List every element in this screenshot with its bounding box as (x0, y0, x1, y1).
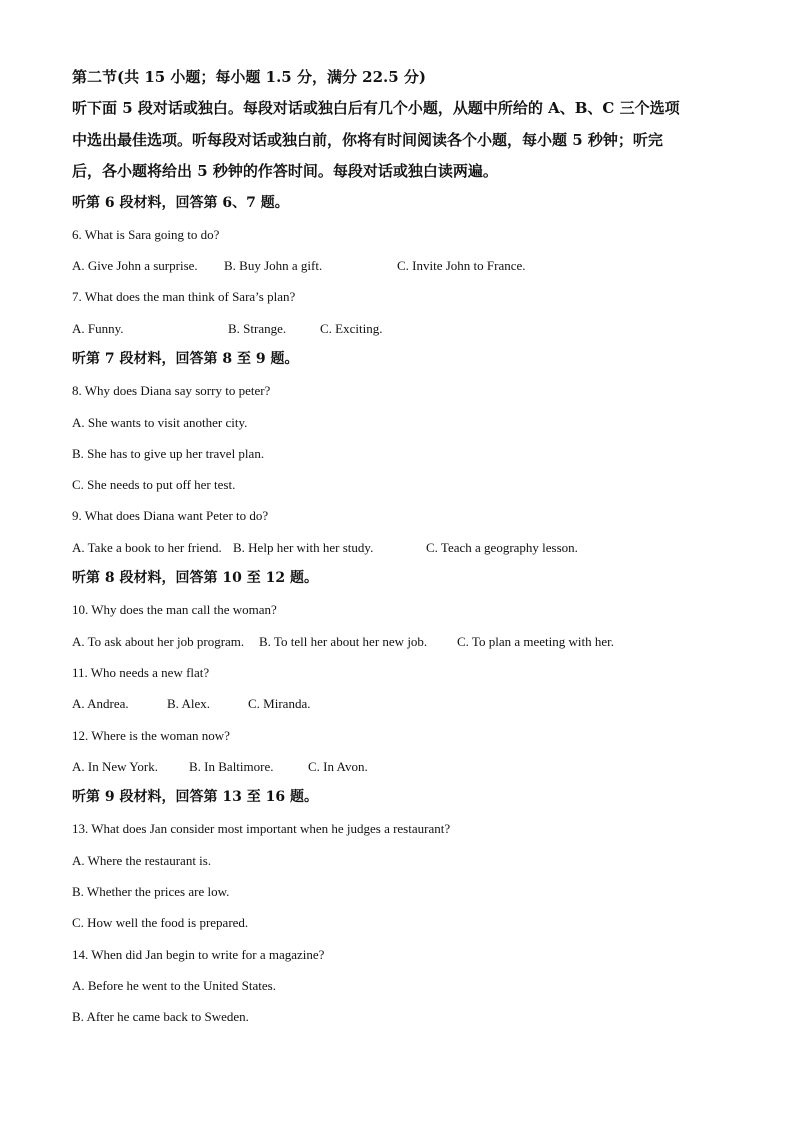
q6-option-b: B. Buy John a gift. (224, 258, 323, 274)
q10-option-b: B. To tell her about her new job. (259, 633, 428, 649)
instruction-line-2: 中选出最佳选项。听每段对话或独白前，你将有时间阅读各个小题，每小题 5 秒钟；听完 (72, 130, 663, 149)
q10-option-a: A. To ask about her job program. (72, 633, 245, 649)
material-8-heading: 听第 8 段材料，回答第 10 至 12 题。 (72, 570, 318, 587)
q6-option-a: A. Give John a surprise. (72, 258, 198, 274)
material-9-heading: 听第 9 段材料，回答第 13 至 16 题。 (72, 789, 318, 806)
q10-option-c: C. To plan a meeting with her. (457, 633, 614, 649)
question-11-options (72, 688, 732, 719)
q9-option-b: B. Help her with her study. (233, 539, 374, 555)
q9-option-c: C. Teach a geography lesson. (426, 539, 578, 555)
q7-option-a: A. Funny. (72, 320, 124, 336)
question-12-options (72, 751, 732, 782)
q13-option-a: A. Where the restaurant is. (72, 852, 212, 868)
question-12: 12. Where is the woman now? (72, 727, 230, 743)
question-13: 13. What does Jan consider most important when he judges a restaurant? (72, 821, 451, 837)
question-11: 11. Who needs a new flat? (72, 664, 210, 680)
question-10-options (72, 626, 732, 657)
question-6-options (72, 250, 732, 281)
question-8: 8. Why does Diana say sorry to peter? (72, 383, 271, 399)
q14-option-b: B. After he came back to Sweden. (72, 1009, 249, 1025)
q6-option-c: C. Invite John to France. (397, 258, 526, 274)
section-heading: 第二节(共 15 小题；每小题 1.5 分，满分 22.5 分) (72, 68, 427, 86)
material-6-heading: 听第 6 段材料，回答第 6、7 题。 (72, 194, 289, 211)
exam-page (72, 62, 732, 1033)
q12-option-a: A. In New York. (72, 758, 158, 774)
q13-option-b: B. Whether the prices are low. (72, 884, 230, 900)
q11-option-c: C. Miranda. (248, 696, 311, 712)
question-9-options (72, 532, 732, 563)
instructions (72, 93, 732, 188)
instruction-line-3: 后，各小题将给出 5 秒钟的作答时间。每段对话或独白读两遍。 (72, 162, 498, 180)
question-7-options (72, 313, 732, 344)
instruction-line-1: 听下面 5 段对话或独白。每段对话或独白后有几个小题，从题中所给的 A、B、C 三个选项 (72, 99, 680, 117)
q12-option-b: B. In Baltimore. (189, 758, 274, 774)
q13-option-c: C. How well the food is prepared. (72, 915, 249, 931)
q11-option-a: A. Andrea. (72, 696, 129, 712)
q7-option-c: C. Exciting. (320, 320, 383, 336)
question-7: 7. What does the man think of Sara’s plan? (72, 289, 296, 305)
q8-option-b: B. She has to give up her travel plan. (72, 445, 265, 461)
question-9: 9. What does Diana want Peter to do? (72, 508, 269, 524)
question-6: 6. What is Sara going to do? (72, 226, 220, 242)
q11-option-b: B. Alex. (167, 696, 210, 712)
material-7-heading: 听第 7 段材料，回答第 8 至 9 题。 (72, 350, 299, 367)
q8-option-a: A. She wants to visit another city. (72, 414, 248, 430)
q9-option-a: A. Take a book to her friend. (72, 539, 222, 555)
question-14: 14. When did Jan begin to write for a magazine? (72, 946, 325, 962)
q8-option-c: C. She needs to put off her test. (72, 477, 236, 493)
question-10: 10. Why does the man call the woman? (72, 602, 277, 618)
q14-option-a: A. Before he went to the United States. (72, 977, 276, 993)
q12-option-c: C. In Avon. (308, 758, 368, 774)
q7-option-b: B. Strange. (228, 320, 287, 336)
